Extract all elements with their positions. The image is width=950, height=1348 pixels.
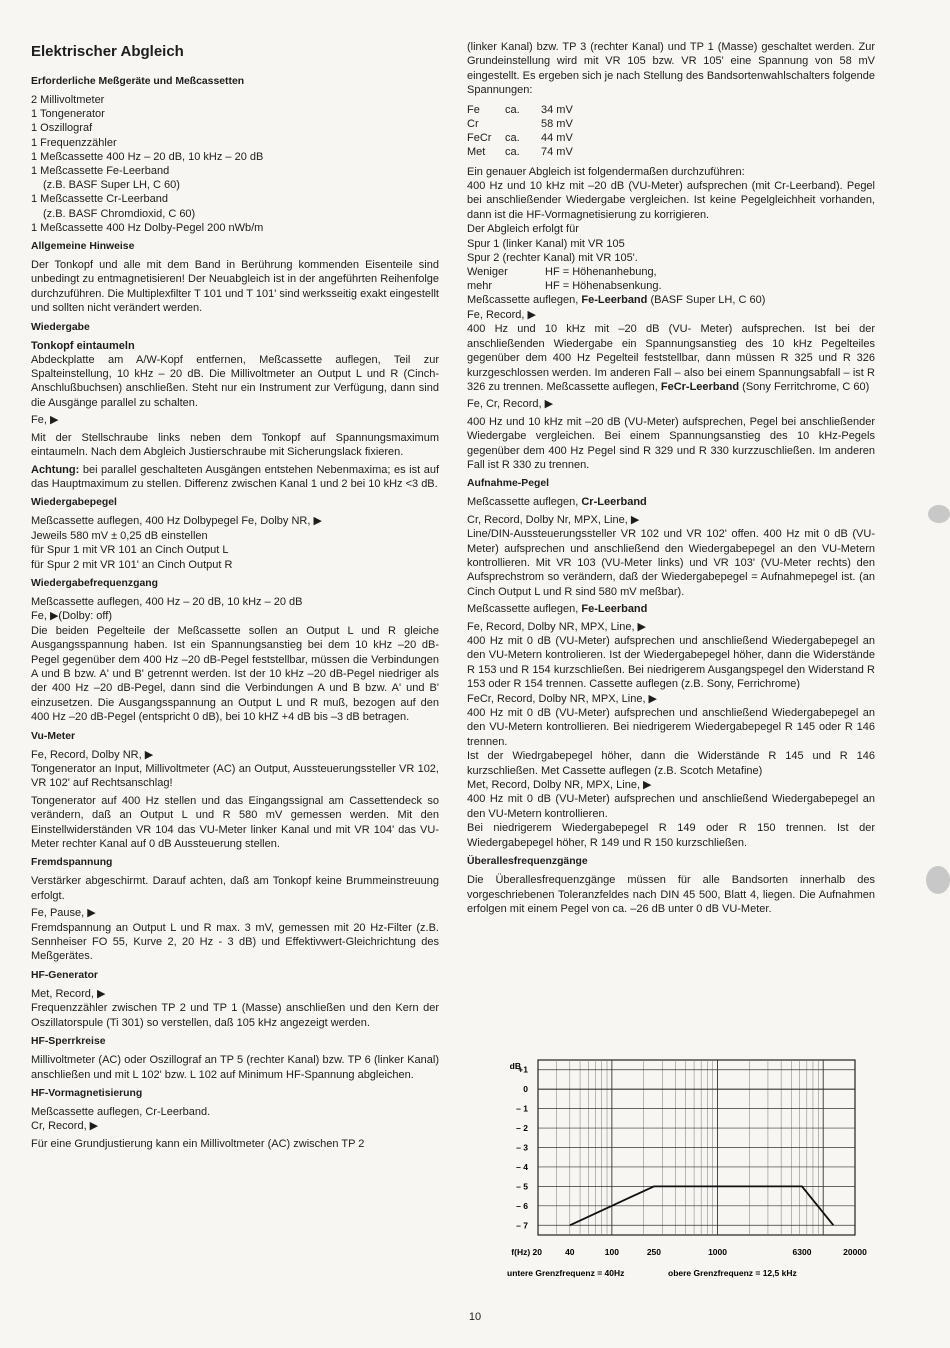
list-item: 1 Frequenzzähler [31, 136, 117, 149]
list-item: (z.B. BASF Chromdioxid, C 60) [43, 207, 196, 220]
playback-freq-line: Meßcassette auflegen, 400 Hz – 20 dB, 10 kHz – 20 dB [31, 595, 303, 608]
x-tick-label: 100 [604, 1247, 619, 1257]
met-text-2: Bei niedrigerem Wiedergabepegel R 149 oder R 150 trennen. Ist der Wiedergabepegel höher, R 149 und R 150 kurzschließen. [467, 822, 875, 849]
hf-effects [467, 265, 875, 293]
exact-line: Spur 2 (rechter Kanal) mit VR 105'. [467, 252, 638, 265]
fe-keys: Fe, Record, ▶ [467, 308, 536, 321]
head-alignment-text: Abdeckplatte am A/W-Kopf entfernen, Meßcassette auflegen, Teil zur Spalteinstellung, 10 kHz – 20 dB. Die Millivoltmeter an Output L und R (Cinch-Anschlußbuchsen) anschließen. Steht nur ein Instrument zur Verfügung, dann sind die Ausgänge parallel zu schalten. [31, 353, 439, 409]
voltage-value: 44 mV [541, 131, 573, 144]
bias-text: Für eine Grundjustierung kann ein Millivoltmeter (AC) zwischen TP 2 [31, 1137, 365, 1150]
cr-cassette-line [467, 495, 875, 509]
x-tick-label: 250 [646, 1247, 662, 1257]
voltage-tape: Fe [467, 103, 480, 116]
caution-text: bei parallel geschalteten Ausgängen entstehen Nebenmaxima; es ist auf das Hauptmaximum zu stellen. Differenz zwischen Kanal 1 und 2 bei 10 kHz <3 dB. [31, 463, 440, 490]
voltage-table [467, 103, 875, 159]
voltage-tape: FeCr [467, 131, 492, 144]
noise-text: Verstärker abgeschirmt. Darauf achten, daß am Tonkopf keine Brummeinstreuung erfolgt. [31, 875, 439, 902]
exact-line: Der Abgleich erfolgt für [467, 223, 579, 236]
playback-level-heading: Wiedergabepegel [31, 497, 117, 509]
general-heading: Allgemeine Hinweise [31, 241, 135, 253]
vu-text: Tongenerator an Input, Millivoltmeter (AC) an Output, Aussteuerungssteller VR 102, VR 102' auf Rechtsanschlag! [31, 763, 439, 790]
caution-note [31, 463, 439, 492]
trap-text: Millivoltmeter (AC) oder Oszillograf an TP 5 (rechter Kanal) bzw. TP 6 (linker Kanal) anschließen und mit L 102' bzw. L 102 auf Minimum HF-Spannung abgleichen. [31, 1054, 439, 1081]
head-alignment-keys: Fe, ▶ [31, 414, 59, 427]
voltage-value: 74 mV [541, 145, 573, 158]
vu-heading: Vu-Meter [31, 730, 76, 742]
fe2-text: 400 Hz mit 0 dB (VU-Meter) aufsprechen und anschließend Wiedergabepegel an den VU-Metern kontrolieren. Ist der Wiedergabepegel höher, dann die Widerstände R 153 und R 154 kurzschließen. Bei niedrigerem Ausgangspegel den Widerstand R 153 oder R 154 trennen. Cassette auflegen (z.B. Sony, Ferrichrome) [467, 635, 875, 691]
y-tick-label: – 6 [516, 1200, 528, 1211]
left-column [31, 40, 439, 1154]
hf-generator-heading: HF-Generator [31, 969, 98, 981]
page-number: 10 [468, 1311, 482, 1323]
x-tick-label: f(Hz) 20 [511, 1247, 542, 1257]
voltage-value: 34 mV [541, 103, 573, 116]
cr-text: Line/DIN-Aussteuerungssteller VR 102 und VR 102' offen. 400 Hz mit 0 dB (VU-Meter) aufsprechen und anschließend den Wiedergabepegel an den VU-Metern kontrollieren. Mit VR 103 (VU-Meter links) und VR 103' (VU-Meter rechts) den Aufsprechstrom so verändern, daß der Wiedergabepegel = Aufnahmepegel ist. (an Cinch Output L und R sind 580 mV meßbar). [467, 528, 875, 598]
fecr2-keys: FeCr, Record, Dolby NR, MPX, Line, ▶ [467, 692, 658, 705]
fe-prefix: Meßcassette auflegen, [467, 294, 579, 307]
y-tick-label: – 5 [516, 1181, 528, 1192]
list-item: 1 Meßcassette Cr-Leerband [31, 193, 168, 206]
voltage-tape: Cr [467, 117, 479, 130]
noise-heading: Fremdspannung [31, 857, 113, 869]
fe-bold: Fe-Leerband [581, 294, 648, 307]
list-item: 1 Meßcassette 400 Hz Dolby-Pegel 200 nWb/m [31, 221, 264, 234]
exact-line: Spur 1 (linker Kanal) mit VR 105 [467, 237, 625, 250]
voltage-value: 58 mV [541, 117, 573, 130]
cr-bold: Cr-Leerband [581, 496, 647, 509]
bias-line: Meßcassette auflegen, Cr-Leerband. [31, 1105, 211, 1118]
voltage-ca: ca. [505, 131, 520, 144]
fecr-bold: FeCr-Leerband [660, 380, 740, 393]
y-axis-label: dB [509, 1061, 521, 1071]
y-tick-label: – 3 [516, 1142, 528, 1153]
y-tick-label: – 4 [516, 1161, 528, 1172]
noise-text-2: Fremdspannung an Output L und R max. 3 mV, gemessen mit 20 Hz-Filter (z.B. Sennheiser FO 55, Kurve 2, 20 Hz - 3 dB) und Effektivwert-Gleichrichtung des Meßgerätes. [31, 921, 439, 963]
vu-text-2: Tongenerator auf 400 Hz stellen und das Eingangssignal am Cassettendeck so verändern, daß an Output L und R 580 mV gemessen werden. Mit den Einstellwiderständen VR 104 das VU-Meter linker Kanal und mit VR 104' das VU-Meter rechter Kanal auf 0 dB Aussteuerung stellen. [31, 794, 439, 851]
y-tick-label: – 1 [516, 1103, 528, 1114]
more-label: mehr [467, 280, 493, 293]
caution-label: Achtung: [31, 463, 80, 476]
fe-text-b: (Sony Ferritchrome, C 60) [742, 380, 870, 393]
x-tick-label: 1000 [708, 1247, 727, 1257]
voltage-ca: ca. [505, 103, 520, 116]
fecr2-text-2: Ist der Wiedrgabepegel höher, dann die Widerstände R 145 und R 146 kurzschließen. Met Cassette auflegen (z.B. Scotch Metafine) [467, 750, 875, 777]
y-tick-label: – 2 [516, 1123, 528, 1134]
noise-keys: Fe, Pause, ▶ [31, 907, 96, 920]
punch-hole-mark [926, 866, 950, 894]
hf-generator-text: Frequenzzähler zwischen TP 2 und TP 1 (Masse) anschließen und den Kern der Oszillatorspule (Ti 301) so verstellen, daß 105 kHz angezeigt werden. [31, 1002, 439, 1029]
fe2-bold: Fe-Leerband [581, 603, 648, 616]
overall-text: Die Überallesfrequenzgänge müssen für alle Bandsorten innerhalb des vorgeschriebenen Toleranzfeldes nach DIN 45 500, Blatt 4, liegen. Die Aufnahmen erfolgen mit einem Pegel von ca. –26 dB unter 0 dB VU-Meter. [467, 874, 875, 915]
equipment-heading: Erforderliche Meßgeräte und Meßcassetten [31, 76, 245, 87]
list-item: 1 Tongenerator [31, 108, 105, 121]
voltage-tape: Met [467, 145, 486, 158]
list-item: (z.B. BASF Super LH, C 60) [43, 179, 180, 192]
voltage-ca [505, 117, 541, 131]
list-item: 2 Millivoltmeter [31, 94, 105, 106]
fe-suffix: (BASF Super LH, C 60) [650, 294, 766, 307]
met-text: 400 Hz mit 0 dB (VU-Meter) aufsprechen und anschließend Wiedergabepegel an den VU-Metern kontrollieren. [467, 793, 875, 820]
less-value: HF = Höhenanhebung, [545, 266, 657, 279]
lower-cutoff-annotation: untere Grenzfrequenz = 40Hz [507, 1268, 625, 1278]
fe-text [467, 322, 875, 394]
exact-text: 400 Hz und 10 kHz mit –20 dB (VU-Meter) aufsprechen (mit Cr-Leerband). Pegel bei anschließender Wiedergabe vergleichen. Ist keine Pegelgleichheit vorhanden, dann ist die HF-Vormagnetisierung zu korrigieren. [467, 180, 875, 221]
playback-freq-heading: Wiedergabefrequenzgang [31, 577, 158, 589]
less-label: Weniger [467, 266, 508, 279]
fecr-keys: Fe, Cr, Record, ▶ [467, 398, 554, 411]
hf-generator-keys: Met, Record, ▶ [31, 987, 106, 1000]
bias-heading: HF-Vormagnetisierung [31, 1087, 143, 1099]
playback-freq-line: Fe, ▶(Dolby: off) [31, 610, 113, 623]
fecr-text: 400 Hz und 10 kHz mit –20 dB (VU-Meter) aufsprechen, Pegel bei anschließender Wiedergabe vergleichen. Bei einem Spannungsanstieg des 10 kHz-Pegels gegenüber dem 400 Hz Pegel sind R 329 und R 330 kurzzuschließen. Im anderen Fall ist R 330 zu trennen. [467, 415, 875, 471]
fe-text-a: 400 Hz und 10 kHz mit –20 dB (VU- Meter) aufsprechen. Ist bei der anschließenden Wiedergabe ein Spannungsanstieg des 10 kHz Pegelteiles gegenüber dem 400 Hz Pegelteil feststellbar, dann müssen R 325 und R 326 kurzgeschlossen werden. Im anderen Fall – also bei einem Spannungsabfall – ist R 326 zu trennen. Meßcassette auflegen, [467, 323, 875, 393]
record-level-heading: Aufnahme-Pegel [467, 478, 549, 490]
fe2-cassette-line [467, 602, 875, 616]
fe2-keys: Fe, Record, Dolby NR, MPX, Line, ▶ [467, 620, 647, 633]
y-tick-label: +1 [518, 1064, 528, 1075]
equipment-list [31, 93, 439, 235]
upper-cutoff-annotation: obere Grenzfrequenz = 12,5 kHz [668, 1268, 797, 1278]
playback-freq-text: Die beiden Pegelteile der Meßcassette sollen an Output L und R gleiche Ausgangsspannung haben. Ist ein Spannungsanstieg bei dem 10 kHz –20 dB-Pegel gegenüber dem 400 Hz –20 dB-Pegel feststellbar, müssen die Verbindungen A und B bzw. A' und B' getrennt werden. Ist der 10 kHz –20 dB-Pegel niedriger als der 400 Hz –20 dB-Pegel, dann sind die Verbindungen A und B bzw. A' und B' einzusetzen. Die Ausgangsspannung an Output L und R muß, bezogen auf den 400 Hz –20 dB-Pegel (entspricht 0 dB), bei 10 kHZ +4 dB bis –3 dB betragen. [31, 624, 439, 724]
vu-keys: Fe, Record, Dolby NR, ▶ [31, 748, 154, 761]
playback-level-line: für Spur 2 mit VR 101' an Cinch Output R [31, 558, 233, 571]
playback-heading: Wiedergabe [31, 321, 90, 333]
voltage-ca: ca. [505, 145, 520, 158]
playback-level-line: für Spur 1 mit VR 101 an Cinch Output L [31, 544, 229, 557]
cr-keys: Cr, Record, Dolby Nr, MPX, Line, ▶ [467, 513, 640, 526]
overall-heading: Überallesfrequenzgänge [467, 856, 588, 868]
bias-line: Cr, Record, ▶ [31, 1120, 99, 1133]
y-tick-label: – 7 [516, 1220, 528, 1231]
playback-level-line: Jeweils 580 mV ± 0,25 dB einstellen [31, 529, 208, 542]
list-item: 1 Oszillograf [31, 122, 93, 135]
bias-continued-text: (linker Kanal) bzw. TP 3 (rechter Kanal) und TP 1 (Masse) geschaltet werden. Zur Grundeinstellung wird mit VR 105 bzw. VR 105' eine Spannung von 58 mV eingestellt. Es ergeben sich je nach Stellung des Bandsortenwahlschalters folgende Spannungen: [467, 41, 875, 97]
more-value: HF = Höhenabsenkung. [545, 280, 662, 293]
x-tick-label: 20000 [843, 1247, 867, 1257]
general-text: Der Tonkopf und alle mit dem Band in Berührung kommenden Eisenteile sind unbedingt zu entmagnetisieren! Der Neuabgleich ist in der angeführten Reihenfolge durchzuführen. Die Multiplexfilter T 101 und T 101' sind werksseitig exakt eingestellt und sollten nicht verändert werden. [31, 259, 439, 315]
met-keys: Met, Record, Dolby NR, MPX, Line, ▶ [467, 779, 652, 792]
playback-level-line: Meßcassette auflegen, 400 Hz Dolbypegel Fe, Dolby NR, ▶ [31, 515, 322, 528]
y-tick-label: 0 [523, 1084, 528, 1095]
right-column [467, 40, 875, 919]
exact-line: Ein genauer Abgleich ist folgendermaßen durchzuführen: [467, 165, 745, 178]
list-item: 1 Meßcassette 400 Hz – 20 dB, 10 kHz – 20 dB [31, 150, 264, 163]
page-title: Elektrischer Abgleich [31, 43, 184, 60]
head-alignment-heading: Tonkopf eintaumeln [31, 339, 135, 352]
x-tick-label: 6300 [792, 1247, 812, 1257]
fecr2-text: 400 Hz mit 0 dB (VU-Meter) aufsprechen und anschließend Wiedergabepegel an den VU-Metern kontrollieren. Bei niedrigerem Wiedergabepegel R 145 oder R 146 trennen. [467, 707, 875, 748]
head-alignment-text-2: Mit der Stellschraube links neben dem Tonkopf auf Spannungsmaximum eintaumeln. Nach dem Abgleich Justierschraube mit Sicherungslack fixieren. [31, 431, 439, 459]
x-tick-label: 40 [565, 1247, 575, 1257]
cr-prefix: Meßcassette auflegen, [467, 496, 579, 509]
fe2-prefix: Meßcassette auflegen, [467, 603, 579, 616]
list-item: 1 Meßcassette Fe-Leerband [31, 165, 170, 178]
punch-hole-mark [928, 505, 950, 523]
fe-cassette-line [467, 293, 875, 307]
tolerance-chart [493, 1057, 885, 1285]
trap-heading: HF-Sperrkreise [31, 1036, 106, 1048]
